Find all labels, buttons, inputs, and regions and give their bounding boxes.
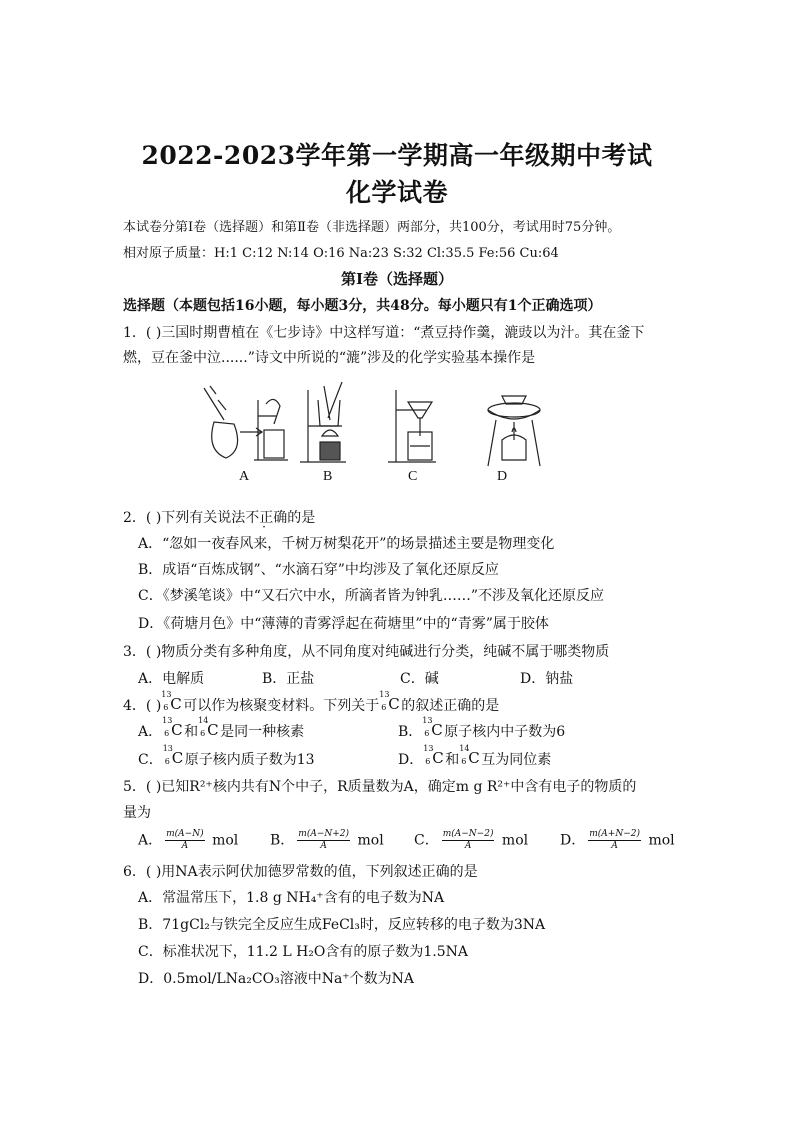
intro-line-1: 本试卷分第Ⅰ卷（选择题）和第Ⅱ卷（非选择题）两部分，共100分，考试用时75分钟。 [123,220,621,235]
q4-option-b: B． 13 6 C 原子核内中子数为6 [398,716,566,740]
q3-option-b: B．正盐 [262,671,315,687]
q5-fraction-d: $\frac{m(A+N-2)}{A}$ [589,829,640,851]
nuclide-c13: 13 6 C [423,744,444,767]
q2-stem-a: 2．( )下列有关说法 [123,510,246,526]
nuclide-c14: 14 6 C [459,744,480,767]
q1-stem-line-2: 燃，豆在釜中泣......”诗文中所说的“漉”涉及的化学实验基本操作是 [123,350,536,366]
q1-stem-line-1: 1．( )三国时期曹植在《七步诗》中这样写道：“煮豆持作羹，漉豉以为汁。萁在釜下 [123,325,645,341]
q4-option-a: A． 13 6 C 和 14 6 C 是同一种核素 [138,716,305,740]
q2-stem [123,507,315,527]
apparatus-b-drawing [300,382,346,462]
q1-label-c: C [408,469,418,484]
q2-stem-c: 的是 [287,510,316,526]
nuclide-c13: 13 6 C [379,690,400,713]
q5-stem-line-1: 5．( )已知R²⁺核内共有N个中子，R质量数为A，确定m g R²⁺中含有电子的物质的 [123,779,637,795]
nuclide-c13: 13 6 C [162,716,183,739]
q2-option-a: A．“忽如一夜春风来，千树万树梨花开”的场景描述主要是物理变化 [138,536,555,552]
q4-option-c: C． 13 6 C 原子核内质子数为13 [138,744,315,768]
q3-stem: 3．( )物质分类有多种角度，从不同角度对纯碱进行分类，纯碱不属于哪类物质 [123,644,610,660]
q6-option-c: C．标准状况下，11.2 L H₂O含有的原子数为1.5NA [138,944,469,960]
q5-fraction-a: $\frac{m(A-N)}{A}$ [166,829,204,851]
section-title: 第Ⅰ卷（选择题） [340,270,454,288]
q2-option-b: B．成语“百炼成钢”、“水滴石穿”中均涉及了氧化还原反应 [138,562,499,578]
exam-title: 2022-2023学年第一学期高一年级期中考试 [141,141,653,170]
apparatus-d-drawing [488,396,540,466]
q3-option-d: D．钠盐 [520,671,574,687]
q4-stem-mid: 可以作为核聚变材料。下列关于 [183,698,380,714]
q2-stem-emphasis: 不正确 [245,510,288,526]
exam-subtitle: 化学试卷 [345,178,448,207]
q2-option-d: D．《荷塘月色》中“薄薄的青雾浮起在荷塘里”中的“青雾”属于胶体 [138,616,549,632]
nuclide-c14: 14 6 C [198,716,219,739]
q3-option-a: A．电解质 [138,671,205,687]
apparatus-a-drawing [204,386,288,460]
nuclide-c13: 13 6 C [162,744,184,767]
apparatus-c-drawing [388,390,436,462]
q5-option-c: C． $\frac{m(A-N-2)}{A}$ mol [414,829,529,851]
q4-number: 4．( ) [123,698,162,714]
section-instruction: 选择题（本题包括16小题，每小题3分，共48分。每小题只有1个正确选项） [123,298,602,314]
q4-stem [123,690,500,715]
q1-label-d: D [497,469,508,484]
nuclide-c13: 13 6 C [161,690,182,713]
q6-stem: 6．( )用NA表示阿伏加德罗常数的值，下列叙述正确的是 [123,864,478,880]
q6-option-a: A．常温常压下，1.8 g NH₄⁺含有的电子数为NA [138,890,445,906]
q2-option-c: C．《梦溪笔谈》中“又石穴中水，所滴者皆为钟乳……”不涉及氧化还原反应 [138,588,605,604]
q5-option-b: B． $\frac{m(A-N+2)}{A}$ mol [270,829,384,851]
q5-option-a: A． $\frac{m(A-N)}{A}$ mol [138,829,239,851]
intro-line-2: 相对原子质量：H:1 C:12 N:14 O:16 Na:23 S:32 Cl:35.5 Fe:56 Cu:64 [123,246,559,261]
q5-option-d: D． $\frac{m(A+N-2)}{A}$ mol [560,829,675,851]
nuclide-c13: 13 6 C [422,716,443,739]
q4-option-d: D． 13 6 C 和 14 6 C 互为同位素 [398,744,552,768]
q1-label-a: A [239,469,250,484]
q5-fraction-b: $\frac{m(A-N+2)}{A}$ [298,829,350,851]
q1-label-b: B [323,469,333,484]
q5-stem-line-2: 量为 [123,805,151,821]
q3-option-c: C．碱 [400,671,439,687]
q5-fraction-c: $\frac{m(A-N-2)}{A}$ [442,829,494,851]
q4-stem-end: 的叙述正确的是 [401,698,500,714]
q6-option-b: B．71gCl₂与铁完全反应生成FeCl₃时，反应转移的电子数为3NA [138,917,546,933]
q6-option-d: D．0.5mol/LNa₂CO₃溶液中Na⁺个数为NA [138,971,415,987]
